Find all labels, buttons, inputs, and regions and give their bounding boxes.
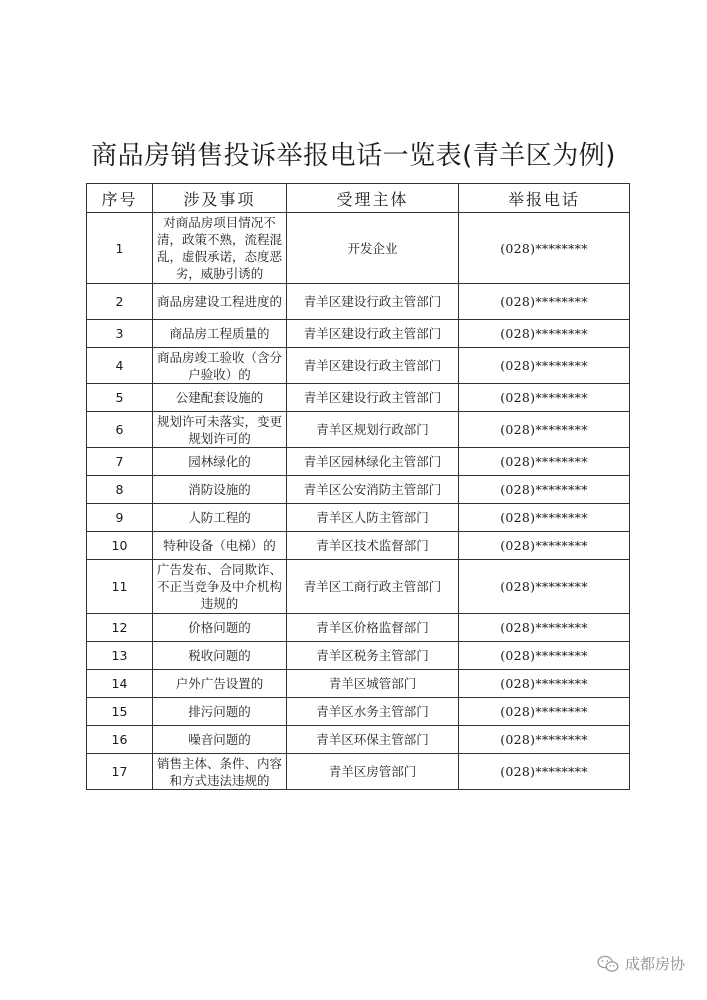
phone-cell: (028)******** xyxy=(459,348,630,384)
table-row xyxy=(87,560,630,614)
seq-cell: 8 xyxy=(87,476,153,504)
agency-cell: 青羊区规划行政部门 xyxy=(287,412,459,448)
item-cell: 商品房建设工程进度的 xyxy=(153,284,287,320)
agency-cell: 青羊区建设行政主管部门 xyxy=(287,348,459,384)
table-row xyxy=(87,213,630,284)
agency-cell: 青羊区环保主管部门 xyxy=(287,726,459,754)
item-cell: 特种设备（电梯）的 xyxy=(153,532,287,560)
table-row xyxy=(87,726,630,754)
phone-cell: (028)******** xyxy=(459,642,630,670)
phone-cell: (028)******** xyxy=(459,726,630,754)
table-row xyxy=(87,670,630,698)
table-row xyxy=(87,320,630,348)
phone-cell: (028)******** xyxy=(459,384,630,412)
phone-cell: (028)******** xyxy=(459,412,630,448)
item-cell: 规划许可未落实，变更规划许可的 xyxy=(153,412,287,448)
phone-cell: (028)******** xyxy=(459,284,630,320)
table-header-row xyxy=(87,184,630,213)
phone-cell: (028)******** xyxy=(459,320,630,348)
seq-cell: 16 xyxy=(87,726,153,754)
item-cell: 排污问题的 xyxy=(153,698,287,726)
seq-cell: 15 xyxy=(87,698,153,726)
table-row xyxy=(87,642,630,670)
agency-cell: 青羊区价格监督部门 xyxy=(287,614,459,642)
seq-cell: 6 xyxy=(87,412,153,448)
seq-cell: 3 xyxy=(87,320,153,348)
agency-cell: 青羊区水务主管部门 xyxy=(287,698,459,726)
seq-cell: 5 xyxy=(87,384,153,412)
seq-cell: 4 xyxy=(87,348,153,384)
phone-cell: (028)******** xyxy=(459,448,630,476)
agency-cell: 青羊区建设行政主管部门 xyxy=(287,284,459,320)
item-cell: 广告发布、合同欺诈、不正当竞争及中介机构违规的 xyxy=(153,560,287,614)
header-item: 涉及事项 xyxy=(153,184,287,213)
seq-cell: 17 xyxy=(87,754,153,790)
phone-cell: (028)******** xyxy=(459,504,630,532)
header-phone: 举报电话 xyxy=(459,184,630,213)
agency-cell: 青羊区城管部门 xyxy=(287,670,459,698)
seq-cell: 7 xyxy=(87,448,153,476)
phone-cell: (028)******** xyxy=(459,614,630,642)
item-cell: 商品房竣工验收（含分户验收）的 xyxy=(153,348,287,384)
phone-cell: (028)******** xyxy=(459,213,630,284)
agency-cell: 青羊区工商行政主管部门 xyxy=(287,560,459,614)
table-row xyxy=(87,698,630,726)
phone-cell: (028)******** xyxy=(459,670,630,698)
complaint-hotline-table xyxy=(86,183,630,790)
table-row xyxy=(87,348,630,384)
page-title: 商品房销售投诉举报电话一览表(青羊区为例) xyxy=(91,141,616,171)
agency-cell: 青羊区房管部门 xyxy=(287,754,459,790)
phone-cell: (028)******** xyxy=(459,532,630,560)
table-row xyxy=(87,476,630,504)
seq-cell: 1 xyxy=(87,213,153,284)
table-row xyxy=(87,754,630,790)
watermark-text: 成都房协 xyxy=(624,955,685,973)
item-cell: 园林绿化的 xyxy=(153,448,287,476)
item-cell: 税收问题的 xyxy=(153,642,287,670)
source-watermark xyxy=(597,953,685,974)
item-cell: 销售主体、条件、内容和方式违法违规的 xyxy=(153,754,287,790)
header-seq: 序号 xyxy=(87,184,153,213)
agency-cell: 青羊区建设行政主管部门 xyxy=(287,384,459,412)
item-cell: 消防设施的 xyxy=(153,476,287,504)
table-row xyxy=(87,532,630,560)
agency-cell: 开发企业 xyxy=(287,213,459,284)
table-row xyxy=(87,448,630,476)
table-row xyxy=(87,504,630,532)
table-row xyxy=(87,614,630,642)
seq-cell: 14 xyxy=(87,670,153,698)
item-cell: 户外广告设置的 xyxy=(153,670,287,698)
item-cell: 公建配套设施的 xyxy=(153,384,287,412)
phone-cell: (028)******** xyxy=(459,698,630,726)
table-row xyxy=(87,284,630,320)
item-cell: 商品房工程质量的 xyxy=(153,320,287,348)
table-row xyxy=(87,412,630,448)
seq-cell: 11 xyxy=(87,560,153,614)
agency-cell: 青羊区公安消防主管部门 xyxy=(287,476,459,504)
phone-cell: (028)******** xyxy=(459,754,630,790)
item-cell: 对商品房项目情况不清，政策不熟，流程混乱，虚假承诺，态度恶劣，威胁引诱的 xyxy=(153,213,287,284)
seq-cell: 2 xyxy=(87,284,153,320)
phone-cell: (028)******** xyxy=(459,560,630,614)
item-cell: 价格问题的 xyxy=(153,614,287,642)
agency-cell: 青羊区园林绿化主管部门 xyxy=(287,448,459,476)
item-cell: 噪音问题的 xyxy=(153,726,287,754)
table-row xyxy=(87,384,630,412)
agency-cell: 青羊区税务主管部门 xyxy=(287,642,459,670)
wechat-icon xyxy=(597,955,619,973)
item-cell: 人防工程的 xyxy=(153,504,287,532)
seq-cell: 9 xyxy=(87,504,153,532)
phone-cell: (028)******** xyxy=(459,476,630,504)
seq-cell: 10 xyxy=(87,532,153,560)
agency-cell: 青羊区技术监督部门 xyxy=(287,532,459,560)
seq-cell: 12 xyxy=(87,614,153,642)
seq-cell: 13 xyxy=(87,642,153,670)
agency-cell: 青羊区建设行政主管部门 xyxy=(287,320,459,348)
header-agency: 受理主体 xyxy=(287,184,459,213)
agency-cell: 青羊区人防主管部门 xyxy=(287,504,459,532)
